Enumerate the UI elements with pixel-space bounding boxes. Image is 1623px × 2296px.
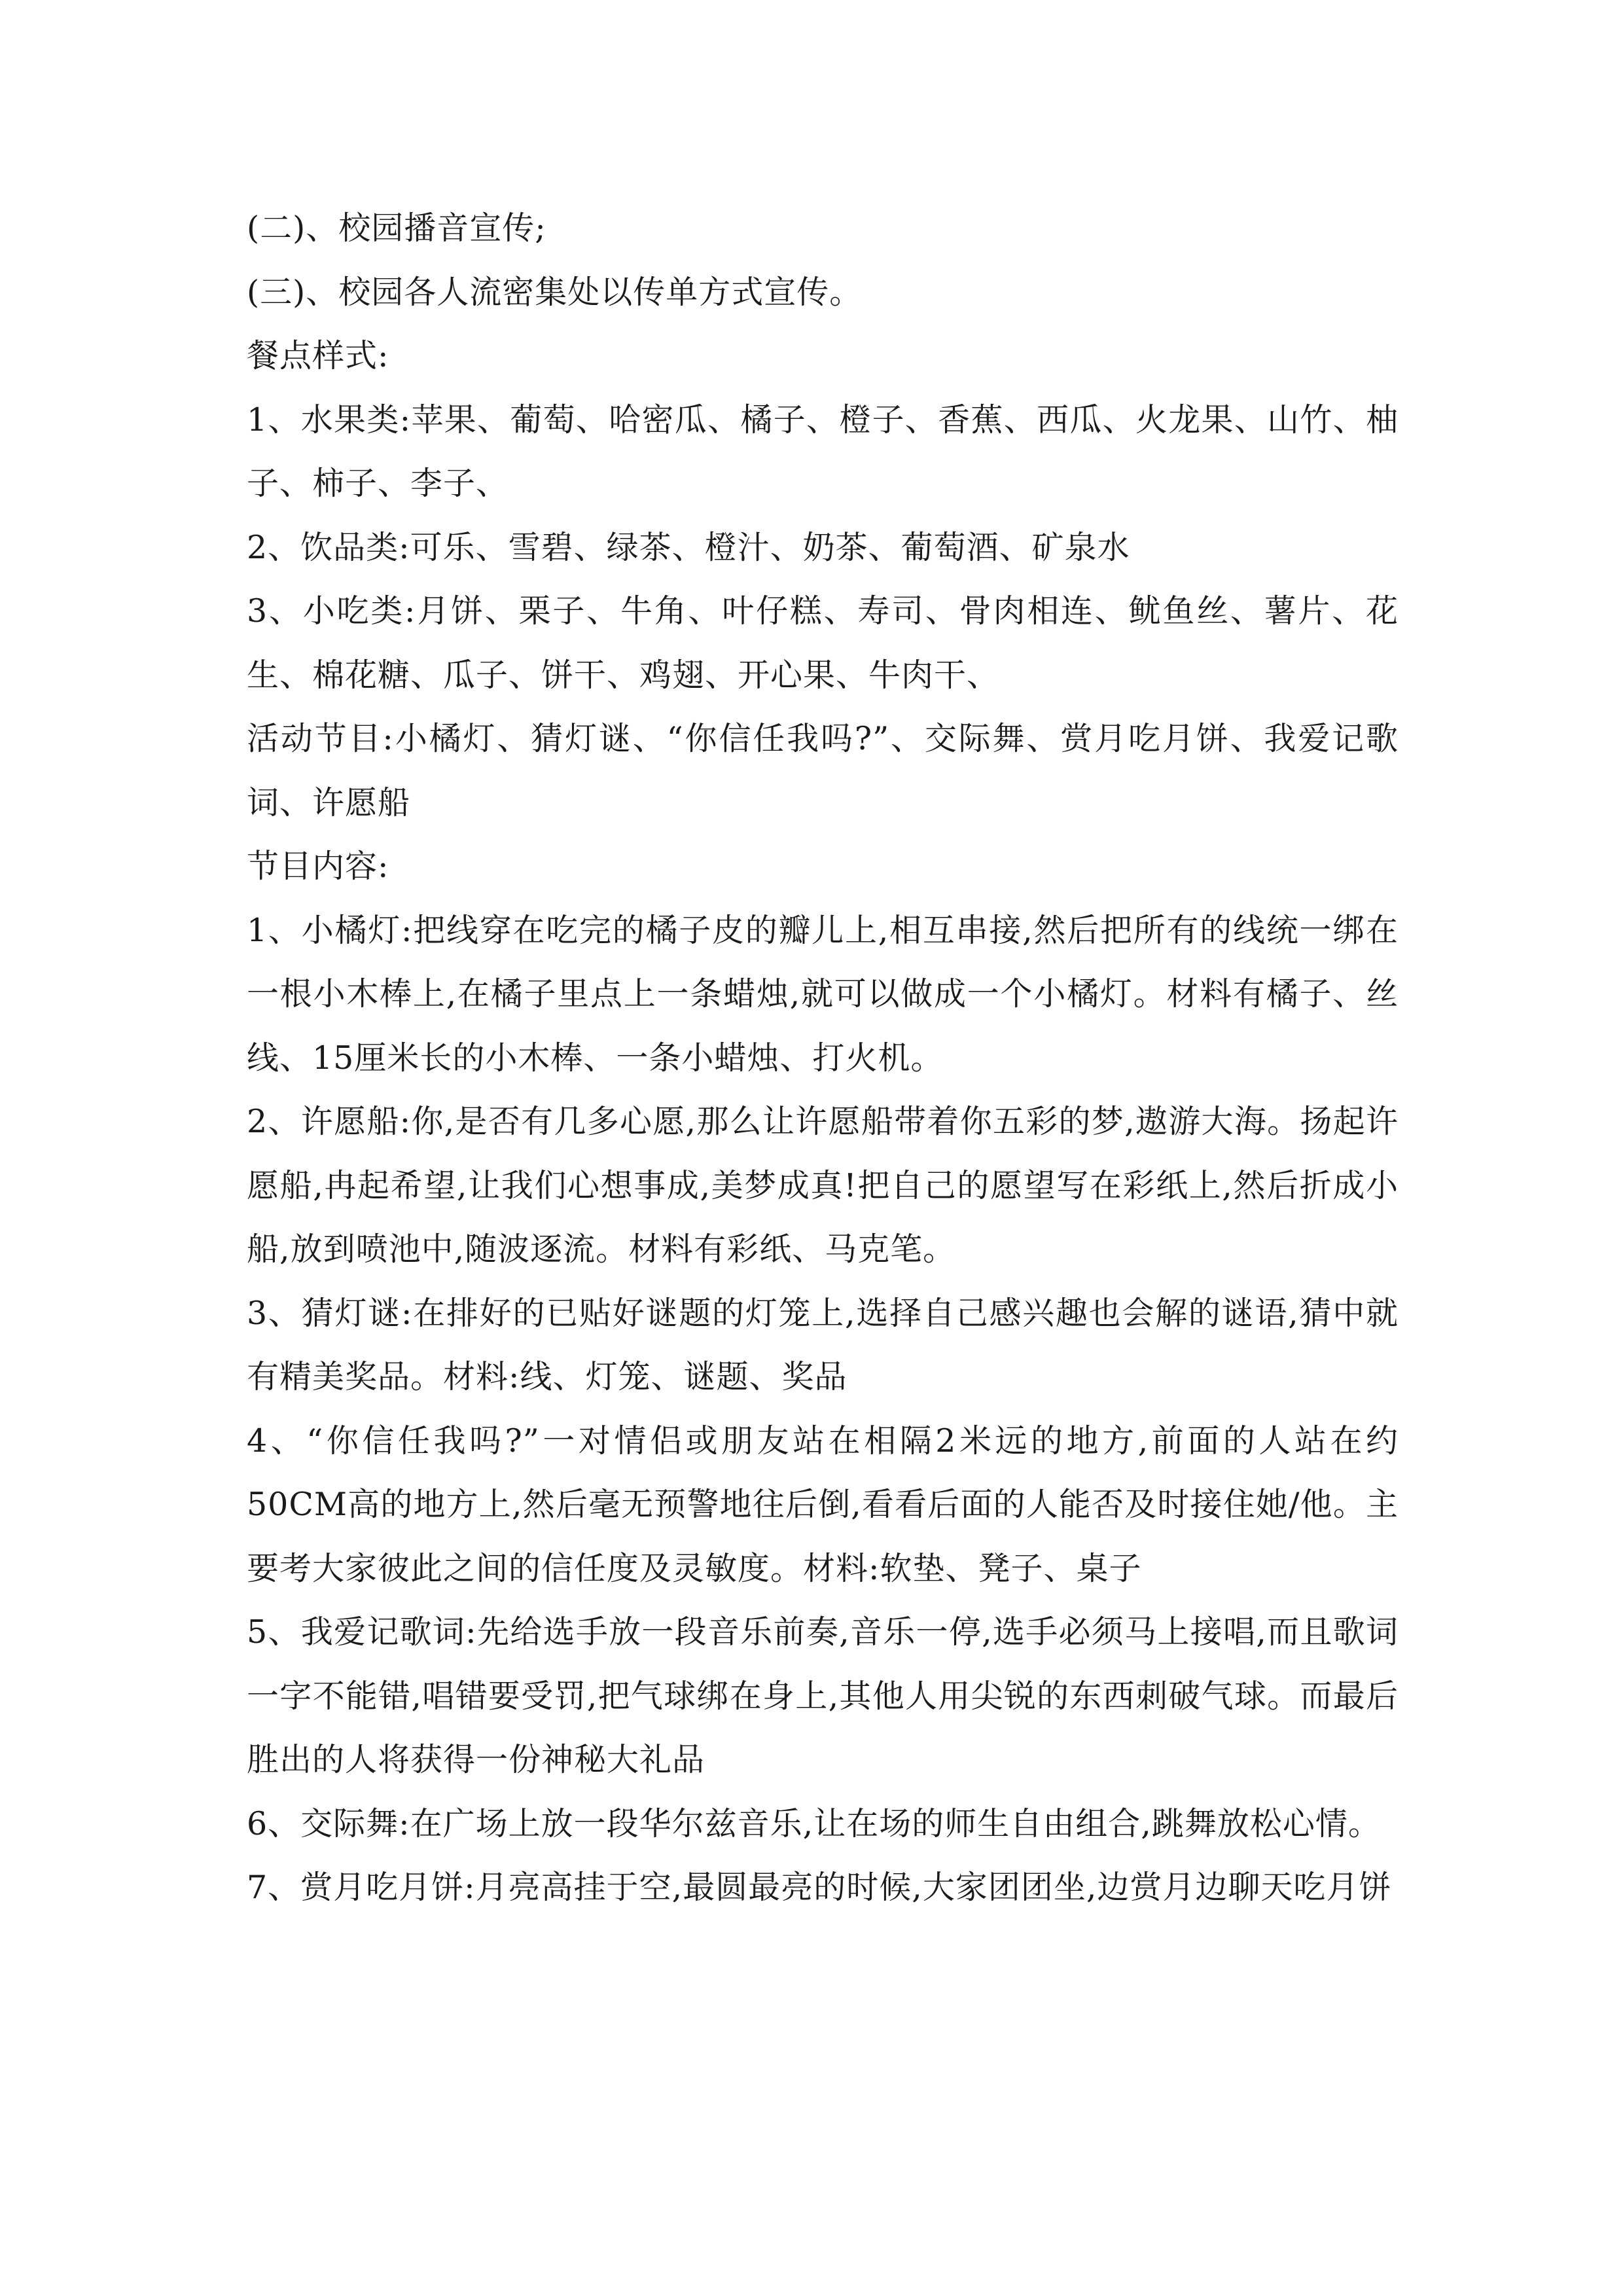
- paragraph-orange-lantern: 1、小橘灯:把线穿在吃完的橘子皮的瓣儿上,相互串接,然后把所有的线统一绑在一根小木棒上,在橘子里点上一条蜡烛,就可以做成一个小橘灯。材料有橘子、丝线、15厘米长的小木棒、一条小蜡烛、打火机。: [247, 911, 1399, 1077]
- paragraph-lantern-riddles: 3、猜灯谜:在排好的已贴好谜题的灯笼上,选择自己感兴趣也会解的谜语,猜中就有精美奖品。材料:线、灯笼、谜题、奖品: [247, 1294, 1399, 1395]
- paragraph-trust-game: 4、“你信任我吗?”一对情侣或朋友站在相隔2米远的地方,前面的人站在约50CM高的地方上,然后毫无预警地往后倒,看看后面的人能否及时接住她/他。主要考大家彼此之间的信任度及灵敏度。材料:软垫、凳子、桌子: [247, 1422, 1399, 1587]
- paragraph-moon-viewing: 7、赏月吃月饼:月亮高挂于空,最圆最亮的时候,大家团团坐,边赏月边聊天吃月饼: [247, 1869, 1392, 1906]
- heading-food-styles: 餐点样式:: [247, 337, 389, 374]
- paragraph-activity-programs: 活动节目:小橘灯、猜灯谜、“你信任我吗?”、交际舞、赏月吃月饼、我爱记歌词、许愿船: [247, 720, 1399, 821]
- paragraph-wishing-boat: 2、许愿船:你,是否有几多心愿,那么让许愿船带着你五彩的梦,遨游大海。扬起许愿船,冉起希望,让我们心想事成,美梦成真!把自己的愿望写在彩纸上,然后折成小船,放到喷池中,随波逐流。材料有彩纸、马克笔。: [247, 1103, 1399, 1268]
- paragraph-publicity-broadcast: (二)、校园播音宣传;: [247, 209, 546, 247]
- document-body: [247, 196, 1399, 1920]
- paragraph-publicity-flyers: (三)、校园各人流密集处以传单方式宣传。: [247, 273, 863, 311]
- heading-program-content: 节目内容:: [247, 848, 389, 885]
- paragraph-fruits: 1、水果类:苹果、葡萄、哈密瓜、橘子、橙子、香蕉、西瓜、火龙果、山竹、柚子、柿子、李子、: [247, 401, 1399, 502]
- paragraph-snacks: 3、小吃类:月饼、栗子、牛角、叶仔糕、寿司、骨肉相连、鱿鱼丝、薯片、花生、棉花糖、瓜子、饼干、鸡翅、开心果、牛肉干、: [247, 592, 1399, 694]
- paragraph-lyrics-game: 5、我爱记歌词:先给选手放一段音乐前奏,音乐一停,选手必须马上接唱,而且歌词一字不能错,唱错要受罚,把气球绑在身上,其他人用尖锐的东西刺破气球。而最后胜出的人将获得一份神秘大礼品: [247, 1613, 1399, 1778]
- paragraph-drinks: 2、饮品类:可乐、雪碧、绿茶、橙汁、奶茶、葡萄酒、矿泉水: [247, 528, 1130, 566]
- paragraph-ballroom-dance: 6、交际舞:在广场上放一段华尔兹音乐,让在场的师生自由组合,跳舞放松心情。: [247, 1804, 1381, 1842]
